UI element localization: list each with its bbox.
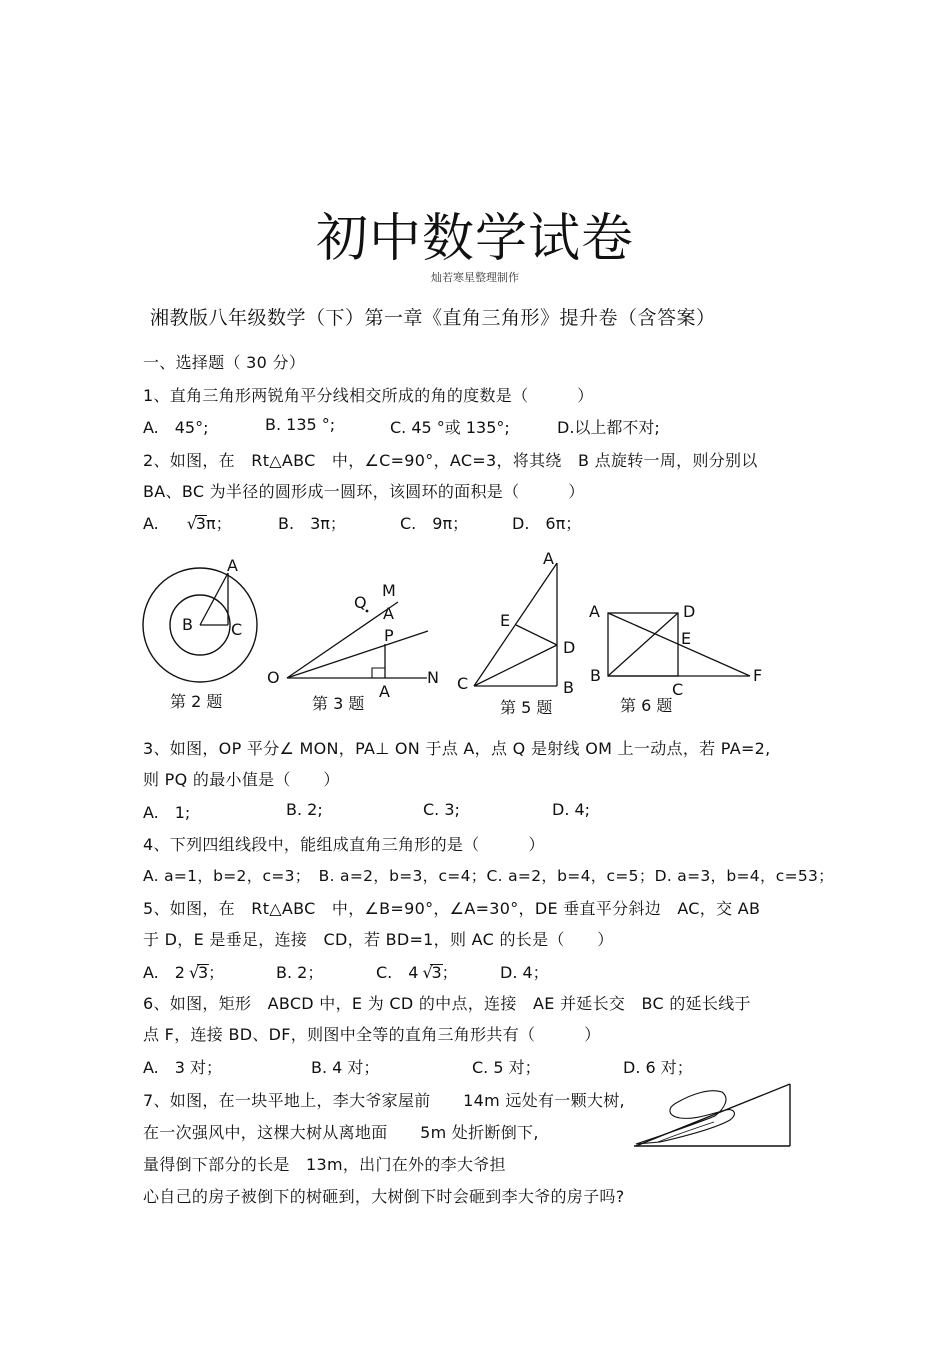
q3-option-c: C. 3; [423, 800, 460, 819]
q5-option-b: B. 2； [276, 963, 324, 982]
fig6-label-f: F [753, 666, 763, 685]
q6-option-b: B. 4 对； [311, 1058, 380, 1077]
fig6-label-b: B [590, 666, 601, 685]
q6-option-a: A. 3 对； [143, 1058, 223, 1077]
fig6-label-e: E [681, 629, 692, 648]
question-7-line-4: 心自己的房子被倒下的树砸到，大树倒下时会砸到李大爷的房子吗? [143, 1187, 625, 1206]
q5-option-a: A. 2 √ 3； [143, 963, 225, 982]
fig6-caption: 第 6 题 [620, 696, 673, 715]
fig3-label-n: N [427, 668, 439, 687]
figure-5 [457, 549, 575, 717]
figure-7-tree [630, 1080, 795, 1152]
q1-option-d: D.以上都不对; [557, 418, 660, 437]
paper-title: 初中数学试卷 [315, 209, 634, 269]
question-5-line-2: 于 D，E 是垂足，连接 CD，若 BD=1，则 AC 的长是（ ） [143, 930, 614, 949]
q2-option-b: B. 3π； [278, 514, 346, 533]
fig3-label-o: O [267, 668, 280, 687]
question-7-line-2: 在一次强风中，这棵大树从离地面 5m 处折断倒下, [143, 1123, 539, 1142]
q1-option-b: B. 135 °; [265, 415, 336, 434]
fig6-label-c: C [672, 680, 684, 699]
fig5-label-b: B [563, 678, 574, 697]
fig3-label-a-upper: A [383, 604, 394, 623]
question-6-line-2: 点 F，连接 BD、DF，则图中全等的直角三角形共有（ ） [143, 1025, 601, 1044]
q6-option-c: C. 5 对； [472, 1058, 541, 1077]
fig2-label-b: B [182, 615, 193, 634]
q4-options: A. a=1，b=2，c=3； B. a=2，b=3，c=4；C. a=2，b=4，c=5；D. a=3，b=4，c=53； [143, 867, 834, 885]
credit-line: 灿若寒星整理制作 [431, 271, 519, 284]
q5-option-c: C. 4 √ 3； [376, 963, 458, 982]
fig6-label-a: A [589, 602, 600, 621]
q2-option-a: A. √ 3π； [143, 514, 232, 533]
fig5-label-c: C [457, 674, 469, 693]
question-6-line-1: 6、如图，矩形 ABCD 中，E 为 CD 的中点，连接 AE 并延长交 BC 的延长线于 [143, 994, 751, 1013]
question-7-line-1: 7、如图，在一块平地上，李大爷家屋前 14m 远处有一颗大树, [143, 1091, 625, 1110]
question-4: 4、下列四组线段中，能组成直角三角形的是（ ） [143, 835, 545, 854]
fig3-label-p: P [384, 626, 394, 645]
paper-subtitle: 湘教版八年级数学（下）第一章《直角三角形》提升卷（含答案） [150, 307, 716, 329]
question-3-line-1: 3、如图，OP 平分∠ MON，PA⊥ ON 于点 A，点 Q 是射线 OM 上一动点，若 PA=2, [143, 739, 771, 758]
question-3-line-2: 则 PQ 的最小值是（ ） [143, 770, 340, 789]
fig3-label-q: Q [354, 593, 367, 612]
q3-option-b: B. 2; [286, 800, 323, 819]
fig5-label-e: E [500, 611, 511, 630]
q2-option-d: D. 6π； [512, 514, 582, 533]
fig5-label-d: D [563, 638, 576, 657]
q3-option-a: A. 1; [143, 803, 191, 822]
q1-option-c: C. 45 °或 135°; [390, 418, 510, 437]
q6-option-d: D. 6 对； [623, 1058, 693, 1077]
q2-option-c: C. 9π； [400, 514, 469, 533]
q3-option-d: D. 4; [552, 800, 591, 819]
fig3-caption: 第 3 题 [312, 694, 365, 713]
question-1: 1、直角三角形两锐角平分线相交所成的角的度数是（ ） [143, 386, 594, 405]
fig5-caption: 第 5 题 [500, 698, 553, 717]
fig2-label-a: A [227, 556, 238, 575]
section-heading: 一、选择题（ 30 分） [143, 353, 306, 372]
figure-2 [143, 556, 257, 711]
fig6-label-d: D [683, 602, 696, 621]
figure-3 [267, 581, 439, 713]
fig3-label-a: A [379, 682, 390, 701]
q1-option-a: A. 45°; [143, 418, 209, 437]
question-5-line-1: 5、如图，在 Rt△ABC 中，∠B=90°，∠A=30°，DE 垂直平分斜边 AC，交 AB [143, 899, 761, 918]
figures-row [130, 545, 810, 725]
figure-6 [589, 602, 762, 715]
q5-option-d: D. 4； [500, 963, 549, 982]
fig3-label-m: M [382, 581, 396, 600]
question-2-line-2: BA、BC 为半径的圆形成一圆环，该圆环的面积是（ ） [143, 482, 585, 501]
question-2-line-1: 2、如图，在 Rt△ABC 中，∠C=90°，AC=3，将其绕 B 点旋转一周，则分别以 [143, 451, 758, 470]
fig5-label-a: A [543, 549, 554, 568]
question-7-line-3: 量得倒下部分的长是 13m，出门在外的李大爷担 [143, 1155, 506, 1174]
fig2-caption: 第 2 题 [170, 692, 223, 711]
fig2-label-c: C [231, 620, 243, 639]
